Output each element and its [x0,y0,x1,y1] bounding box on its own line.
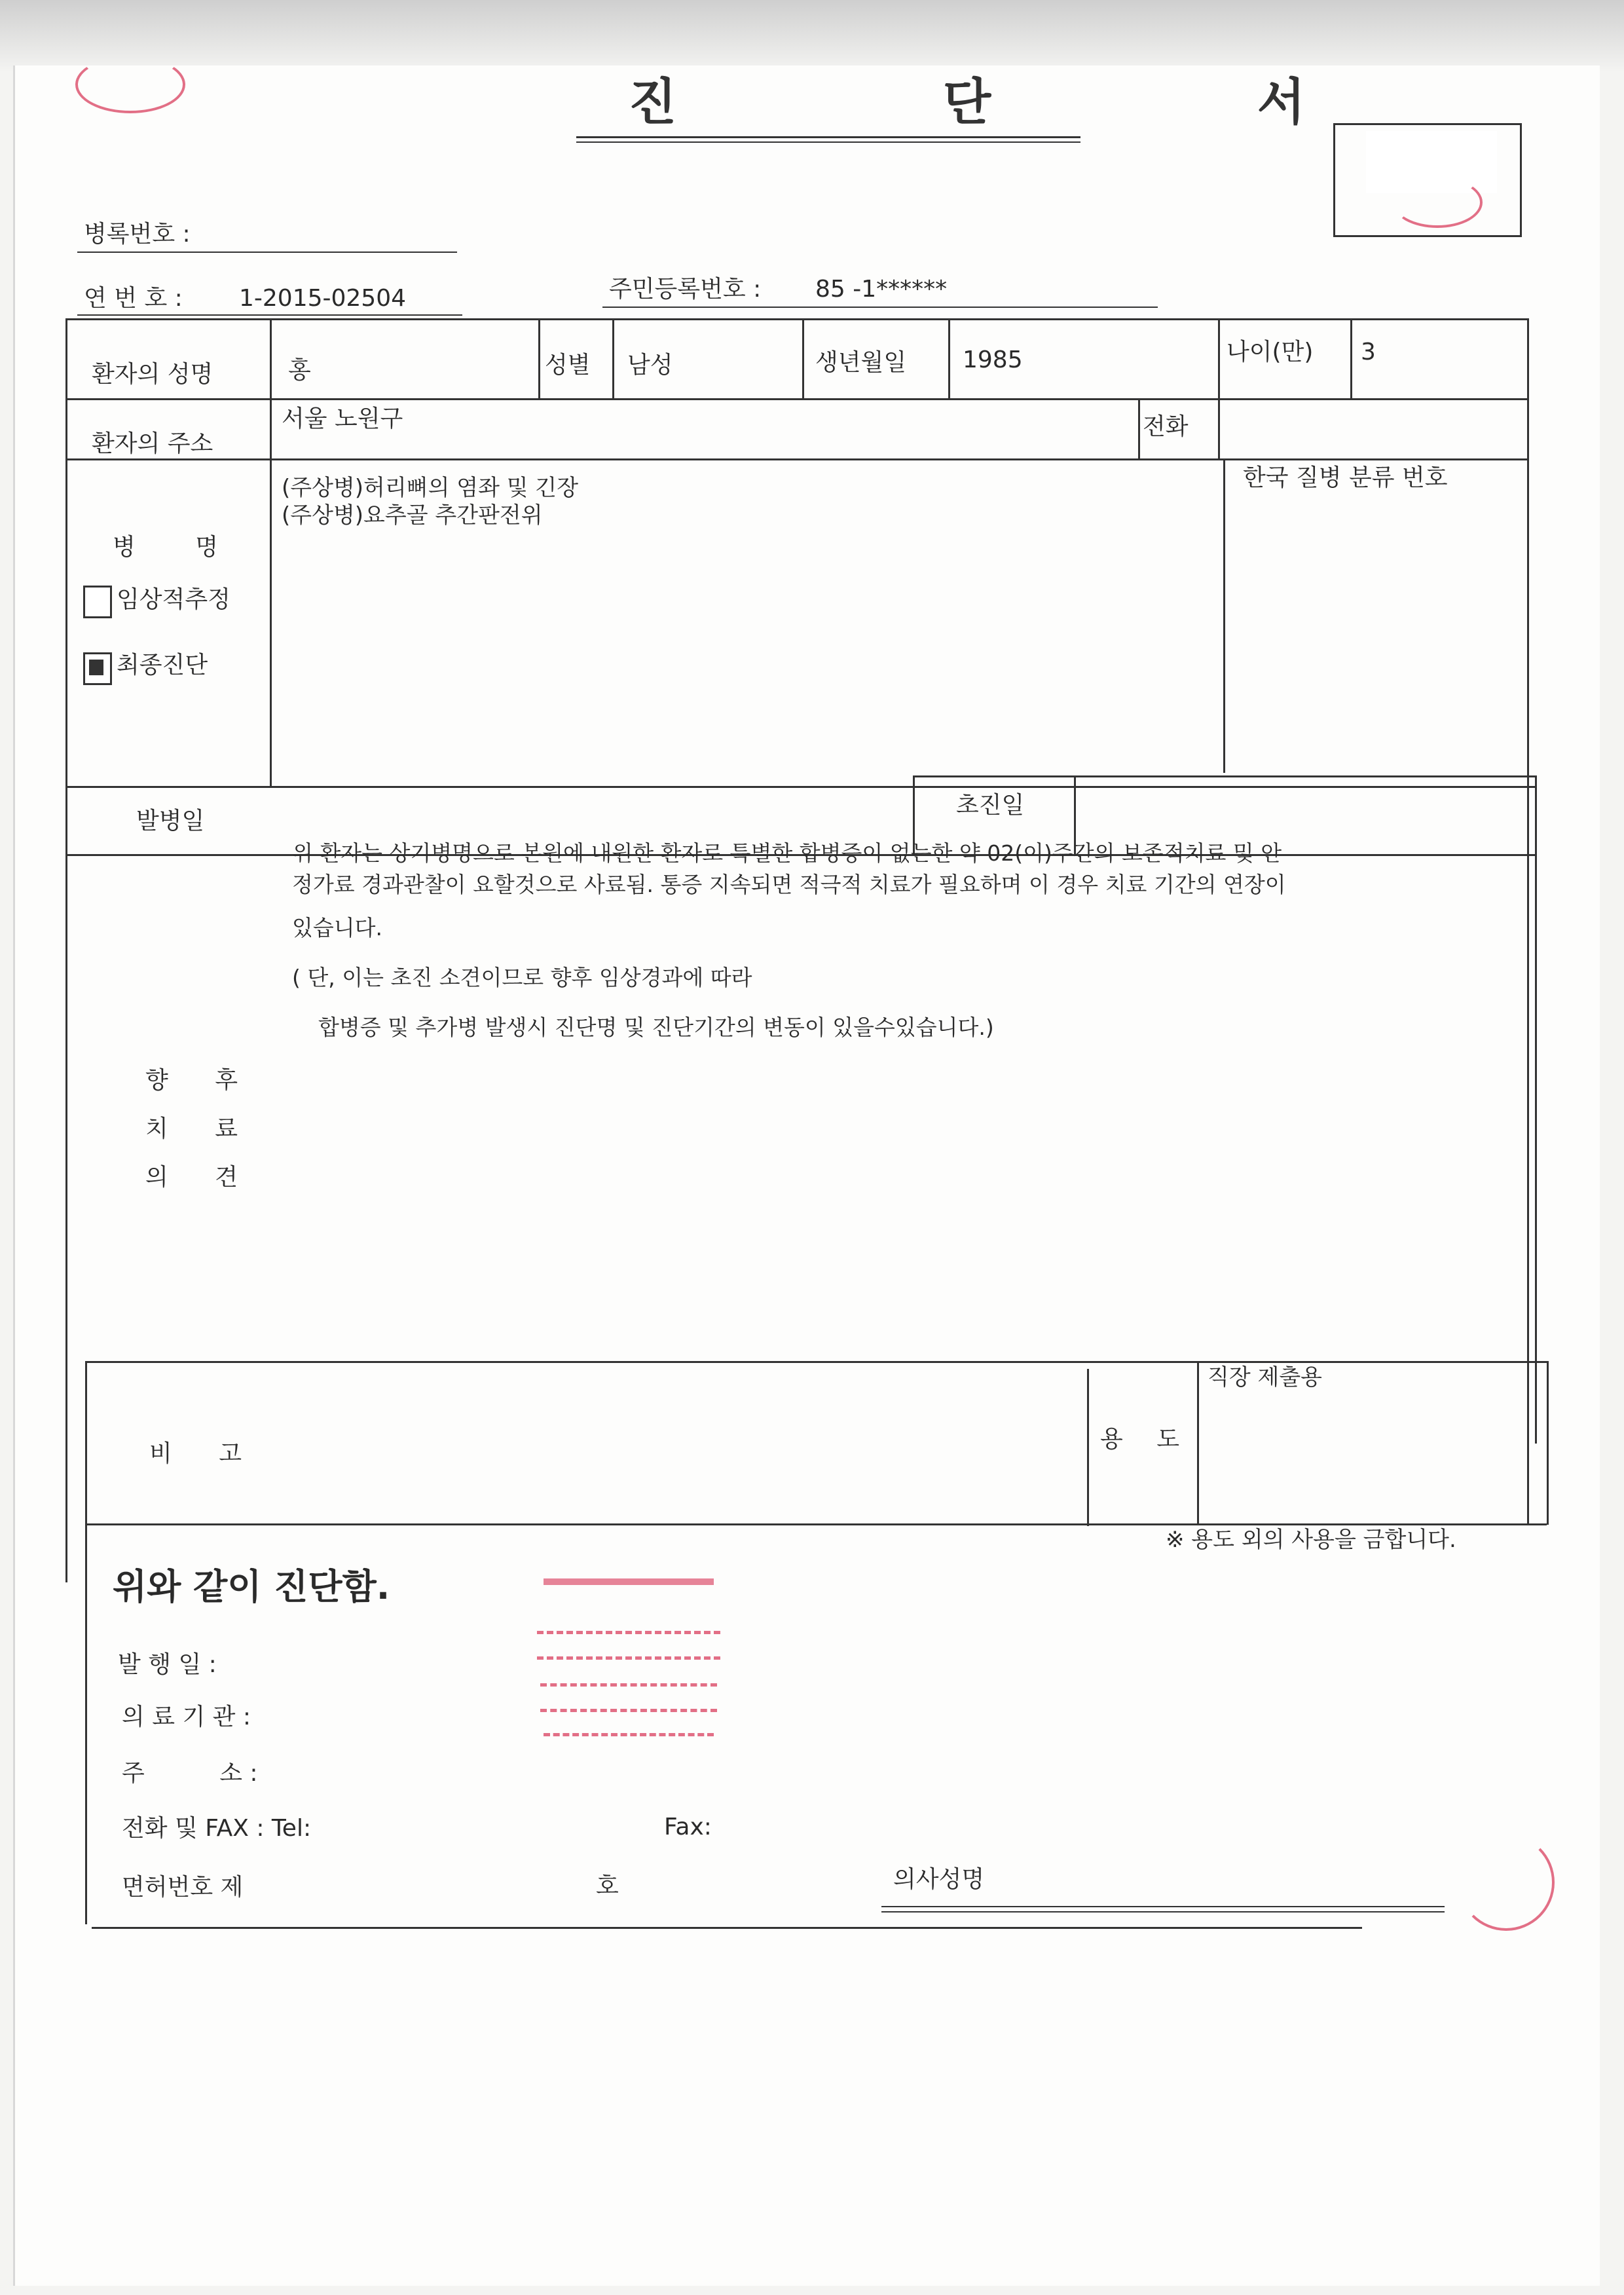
opinion-line-3: 있습니다. [292,915,383,941]
col-line-sex-value [612,318,614,398]
footer-address-label: 주 소 : [122,1760,258,1787]
dob-value: 1985 [963,346,1023,373]
diagnosis-entry-1: (주상병)허리뼈의 염좌 및 긴장 [282,475,579,501]
age-label: 나이(만) [1227,339,1314,365]
issue-date-label: 발 행 일 : [118,1651,217,1678]
first-visit-label: 초진일 [956,792,1025,819]
col-line-age-label [1218,318,1220,398]
title-underline [576,136,1080,138]
final-diagnosis-label: 최종진단 [117,652,208,679]
col-line-phone-label [1138,398,1140,458]
document-title: 진 단 서 [629,73,1430,131]
clinical-estimate-checkbox[interactable] [83,586,112,618]
col-line-dob-value [948,318,950,398]
opinion-line-5: 합병증 및 추가병 발생시 진단명 및 진단기간의 변동이 있을수있습니다.) [318,1015,994,1040]
sex-value: 남성 [627,352,673,379]
final-diagnosis-checkbox[interactable] [83,652,112,685]
age-value: 3 [1361,339,1376,365]
red-seal-top-left [75,56,185,113]
table-left-border [65,318,67,1582]
opinion-label-1: 향 후 [145,1067,257,1094]
col-line-sex-label [538,318,540,398]
col-line-dob-label [802,318,804,398]
page-edge-shadow [0,0,1624,72]
clinical-estimate-label: 임상적추정 [117,586,231,613]
row-line-4 [65,786,1536,788]
opinion-label-2: 치 료 [145,1115,257,1142]
diagnosis-entry-2: (주상병)요추골 추간판전위 [282,502,543,529]
sex-label: 성별 [545,352,591,379]
doctor-seal [1458,1834,1555,1931]
usage-note: ※ 용도 외의 사용을 금합니다. [1166,1527,1456,1553]
opinion-line-1: 위 환자는 상기병명으로 본원에 내원한 환자로 특별한 합병증이 없는한 약 02(이)주간의 보존적치료 및 안 [292,840,1282,866]
col-line-usage-left [1087,1369,1089,1526]
table-right-border-lower [1547,1361,1549,1525]
footer-bottom-line [92,1927,1362,1929]
record-no-underline [77,252,457,253]
dob-label: 생년월일 [815,349,907,376]
kcd-label: 한국 질병 분류 번호 [1243,464,1448,491]
fax-label: Fax: [664,1814,712,1840]
opinion-label-3: 의 견 [145,1164,257,1191]
address-value: 서울 노원구 [282,405,403,432]
row-line-first-visit-top [913,775,1535,777]
col-line-phone-value [1218,398,1220,458]
remarks-label: 비 고 [149,1440,261,1467]
phone-fax-label: 전화 및 FAX : Tel: [122,1815,312,1842]
doctor-underline [881,1906,1445,1907]
doctor-underline-2 [881,1911,1445,1912]
col-line-remarks-left [85,1361,87,1924]
phone-label: 전화 [1143,413,1189,440]
red-seal-top-right [1392,177,1483,228]
diagnosis-label: 병 명 [113,534,244,561]
record-no-label: 병록번호 : [84,221,191,248]
address-label: 환자의 주소 [92,430,213,457]
serial-no-label: 연 번 호 : [84,285,183,312]
license-suffix: 호 [596,1873,619,1899]
col-line-age-value [1350,318,1352,398]
usage-label: 용 도 [1100,1426,1192,1453]
row-line-1 [65,318,1527,320]
col-line-kcd [1223,458,1225,773]
statement: 위와 같이 진단함. [113,1566,390,1607]
row-line-6 [85,1361,1547,1363]
title-underline-2 [576,141,1080,143]
patient-name-value: 홍 [288,357,311,384]
patient-name-label: 환자의 성명 [92,361,213,388]
resident-no-underline [602,307,1158,308]
license-label: 면허번호 제 [122,1874,244,1901]
serial-no-value: 1-2015-02504 [239,285,407,312]
institution-label: 의 료 기 관 : [122,1704,251,1730]
onset-label: 발병일 [136,808,205,834]
col-line-right-onset [1535,775,1537,1444]
resident-no-label: 주민등록번호 : [609,276,762,303]
opinion-line-4: ( 단, 이는 초진 소견이므로 향후 임상경과에 따라 [292,965,752,990]
serial-no-underline [77,314,462,316]
row-line-3 [65,458,1527,460]
row-line-7 [85,1523,1547,1525]
row-line-2 [65,398,1527,400]
doctor-label: 의사성명 [893,1866,985,1893]
table-right-border [1527,318,1529,1523]
resident-no-value: 85 -1****** [815,276,948,303]
usage-value: 직장 제출용 [1208,1364,1323,1390]
col-line-usage-right [1197,1361,1199,1525]
col-line-name [270,318,272,786]
institution-stamp [530,1572,720,1755]
opinion-line-2: 정가료 경과관찰이 요할것으로 사료됨. 통증 지속되면 적극적 치료가 필요하며 이 경우 치료 기간의 연장이 [292,872,1286,897]
